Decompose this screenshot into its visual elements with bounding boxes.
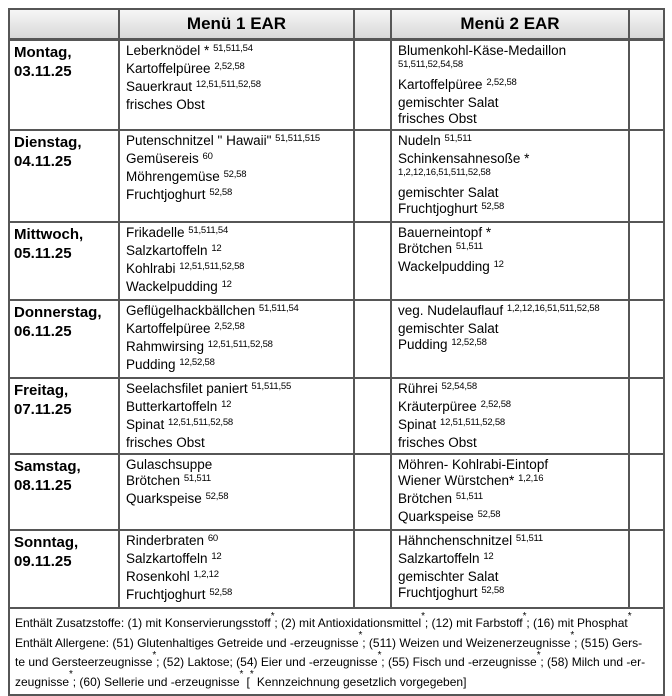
menu-day-row <box>9 130 664 222</box>
dish-name: Wackelpudding <box>398 259 490 274</box>
gap-cell <box>629 530 664 608</box>
allergen-codes: 12,51,511,52,58 <box>440 416 506 428</box>
dish-name: Putenschnitzel " Hawaii" <box>126 133 272 148</box>
menu-item <box>398 399 624 417</box>
dish-name: Salzkartoffeln <box>126 551 208 566</box>
menu-body <box>9 40 664 609</box>
dish-name: gemischter Salat <box>398 321 499 336</box>
header-menu1-label: Menü 1 EAR <box>119 9 354 40</box>
menu-item <box>398 303 624 321</box>
allergen-codes: 12,51,511,52,58 <box>168 416 234 428</box>
menu-item <box>398 201 624 219</box>
allergen-codes: 1,2,12,16,51,511,52,58 <box>398 166 491 178</box>
dish-name: Bauerneintopf * <box>398 225 492 240</box>
day-date: 07.11.25 <box>14 401 72 418</box>
menu-item <box>126 133 349 151</box>
allergen-codes: 12,52,58 <box>179 356 215 368</box>
allergen-codes: 2,52,58 <box>480 398 511 410</box>
dish-name: Blumenkohl-Käse-Medaillon <box>398 43 567 58</box>
dish-name: Butterkartoffeln <box>126 399 218 414</box>
dish-name: Salzkartoffeln <box>126 243 208 258</box>
allergen-codes: 52,58 <box>209 586 233 598</box>
allergen-codes: 1,2,12 <box>193 568 219 580</box>
allergen-codes: 52,54,58 <box>441 380 477 392</box>
allergen-codes: 51,511,54 <box>188 224 229 236</box>
dish-name: frisches Obst <box>126 97 205 112</box>
menu-item <box>398 77 624 95</box>
menu1-cell <box>119 454 354 530</box>
menu-item <box>398 533 624 551</box>
menu-item <box>126 61 349 79</box>
dish-name: Schinkensahnesoße * <box>398 151 530 166</box>
day-name: Freitag, <box>14 382 69 399</box>
legend-asterisk: * <box>536 649 541 661</box>
day-date: 06.11.25 <box>14 323 72 340</box>
menu1-cell <box>119 300 354 378</box>
dish-name: Spinat <box>398 417 437 432</box>
allergen-codes: 12 <box>493 258 504 270</box>
dish-name: Spinat <box>126 417 165 432</box>
dish-name: Kartoffelpüree <box>126 321 211 336</box>
menu-item <box>398 381 624 399</box>
allergen-codes: 12 <box>483 550 494 562</box>
dish-name: Gulaschsuppe <box>126 457 213 472</box>
allergen-codes: 52,58 <box>223 168 247 180</box>
dish-name: Möhren- Kohlrabi-Eintopf <box>398 457 549 472</box>
legend-asterisk: * <box>270 610 275 622</box>
menu-table <box>8 8 665 696</box>
dish-name: gemischter Salat <box>398 185 499 200</box>
dish-name: gemischter Salat <box>398 95 499 110</box>
menu-item <box>126 587 349 605</box>
gap-cell <box>629 300 664 378</box>
allergen-codes: 1,2,12,16,51,511,52,58 <box>506 302 600 314</box>
menu-item <box>126 43 349 61</box>
menu2-cell <box>391 222 629 300</box>
day-date: 09.11.25 <box>14 553 72 570</box>
menu-item <box>398 569 624 585</box>
day-date: 03.11.25 <box>14 63 72 80</box>
menu-item <box>126 225 349 243</box>
day-cell <box>9 300 119 378</box>
menu-day-row <box>9 454 664 530</box>
legend-asterisk: * <box>377 649 382 661</box>
dish-name: Rosenkohl <box>126 569 190 584</box>
dish-name: Kartoffelpüree <box>126 61 211 76</box>
menu-item <box>126 151 349 169</box>
dish-name: Rührei <box>398 381 438 396</box>
dish-name: Quarkspeise <box>398 509 474 524</box>
allergen-codes: 52,58 <box>477 508 501 520</box>
menu-item <box>126 279 349 297</box>
allergen-codes: 12 <box>221 278 232 290</box>
menu-item <box>398 509 624 527</box>
day-cell <box>9 530 119 608</box>
gap-cell <box>354 530 391 608</box>
dish-name: Gemüsereis <box>126 151 199 166</box>
gap-cell <box>354 300 391 378</box>
menu-item <box>126 97 349 113</box>
header-row <box>9 9 664 40</box>
allergen-codes: 12 <box>211 242 222 254</box>
menu2-cell <box>391 130 629 222</box>
gap-cell <box>629 454 664 530</box>
dish-name: Pudding <box>126 357 176 372</box>
dish-name: Sauerkraut <box>126 79 193 94</box>
menu-item <box>126 303 349 321</box>
dish-name: frisches Obst <box>126 435 205 450</box>
allergen-codes: 60 <box>207 532 218 544</box>
menu-day-row <box>9 222 664 300</box>
menu-item <box>126 357 349 375</box>
menu-item <box>126 321 349 339</box>
day-name: Donnerstag, <box>14 304 102 321</box>
allergen-codes: 1,2,16 <box>518 472 544 484</box>
menu-day-row <box>9 530 664 608</box>
menu-item <box>126 473 349 491</box>
gap-cell <box>629 222 664 300</box>
allergen-codes: 12 <box>221 398 232 410</box>
allergen-codes: 52,58 <box>205 490 229 502</box>
menu-item <box>398 473 624 491</box>
menu-item <box>398 321 624 337</box>
menu-item <box>398 133 624 151</box>
menu-day-row <box>9 300 664 378</box>
legend-line: Enthält Allergene: (51) Glutenhaltiges Getreide und -erzeugnisse*; (511) Weizen und Weizenerzeugnisse*; (515) Gers- <box>15 630 643 650</box>
menu2-cell <box>391 300 629 378</box>
legend-asterisk: * <box>69 669 73 680</box>
dish-name: Möhrengemüse <box>126 169 220 184</box>
menu-item <box>126 417 349 435</box>
allergen-codes: 52,58 <box>481 584 505 596</box>
dish-name: Geflügelhackbällchen <box>126 303 256 318</box>
gap-cell <box>354 454 391 530</box>
allergen-legend <box>9 608 664 695</box>
menu-item <box>126 533 349 551</box>
menu1-cell <box>119 222 354 300</box>
menu1-cell <box>119 530 354 608</box>
menu-item <box>398 185 624 201</box>
dish-name: Fruchtjoghurt <box>398 201 478 216</box>
dish-name: Salzkartoffeln <box>398 551 480 566</box>
dish-name: Kartoffelpüree <box>398 77 483 92</box>
menu-item <box>398 337 624 355</box>
dish-name: Rinderbraten <box>126 533 205 548</box>
menu-item <box>126 339 349 357</box>
allergen-codes: 51,511 <box>183 472 211 484</box>
legend-asterisk: * <box>570 630 575 641</box>
menu-item <box>126 569 349 587</box>
gap-cell <box>629 130 664 222</box>
legend-asterisk: * <box>152 649 157 661</box>
allergen-codes: 52,58 <box>481 200 505 212</box>
dish-name: Frikadelle <box>126 225 185 240</box>
allergen-codes: 2,52,58 <box>486 76 517 88</box>
allergen-codes: 51,511 <box>455 490 483 502</box>
menu-item <box>126 435 349 451</box>
menu-item <box>126 261 349 279</box>
day-name: Sonntag, <box>14 534 79 551</box>
menu1-cell <box>119 130 354 222</box>
menu-item <box>126 399 349 417</box>
header-day-cell <box>9 9 119 40</box>
menu-day-row <box>9 40 664 131</box>
menu-item <box>398 585 624 603</box>
header-menu2-label: Menü 2 EAR <box>391 9 629 40</box>
gap-cell <box>354 378 391 454</box>
menu-day-row <box>9 378 664 454</box>
allergen-codes: 12,51,511,52,58 <box>207 338 273 350</box>
menu2-cell <box>391 40 629 131</box>
menu-item <box>398 457 624 473</box>
menu-item <box>398 417 624 435</box>
allergen-codes: 12,51,511,52,58 <box>195 78 261 90</box>
day-cell <box>9 378 119 454</box>
dish-name: veg. Nudelauflauf <box>398 303 504 318</box>
day-name: Mittwoch, <box>14 226 84 243</box>
menu-item <box>398 435 624 451</box>
dish-name: Hähnchenschnitzel <box>398 533 513 548</box>
menu-item <box>398 551 624 569</box>
dish-name: Rahmwirsing <box>126 339 205 354</box>
dish-name: frisches Obst <box>398 435 477 450</box>
dish-name: Kohlrabi <box>126 261 176 276</box>
day-date: 05.11.25 <box>14 245 72 262</box>
allergen-codes: 2,52,58 <box>214 320 245 332</box>
legend-asterisk: * <box>249 669 254 680</box>
allergen-codes: 51,511,515 <box>275 132 321 144</box>
gap-cell <box>354 130 391 222</box>
menu-item <box>126 169 349 187</box>
menu-item <box>398 151 624 185</box>
day-name: Dienstag, <box>14 134 82 151</box>
dish-name: Nudeln <box>398 133 441 148</box>
menu-item <box>398 241 624 259</box>
legend-asterisk: * <box>627 610 632 622</box>
allergen-codes: 12 <box>211 550 222 562</box>
legend-asterisk: * <box>358 630 363 641</box>
menu-item <box>126 381 349 399</box>
menu-item <box>126 551 349 569</box>
allergen-codes: 60 <box>202 150 213 162</box>
menu1-cell <box>119 40 354 131</box>
dish-name: Brötchen <box>126 473 181 488</box>
allergen-codes: 51,511,52,54,58 <box>398 58 463 70</box>
legend-line: Enthält Zusatzstoffe: (1) mit Konservierungsstoff*; (2) mit Antioxidationsmittel*; (12) mit Farbstoff*; (16) mit Phosphat* <box>15 610 632 630</box>
dish-name: Fruchtjoghurt <box>126 587 206 602</box>
menu-item <box>126 187 349 205</box>
menu-item <box>398 225 624 241</box>
dish-name: gemischter Salat <box>398 569 499 584</box>
day-name: Montag, <box>14 44 72 61</box>
gap-cell <box>629 378 664 454</box>
day-cell <box>9 130 119 222</box>
allergen-codes: 12,52,58 <box>451 336 487 348</box>
day-date: 08.11.25 <box>14 477 72 494</box>
allergen-codes: 51,511 <box>455 240 483 252</box>
menu1-cell <box>119 378 354 454</box>
allergen-codes: 2,52,58 <box>214 60 245 72</box>
dish-name: Brötchen <box>398 491 453 506</box>
dish-name: Seelachsfilet paniert <box>126 381 248 396</box>
menu-item <box>398 259 624 277</box>
allergen-codes: 51,511 <box>444 132 472 144</box>
allergen-codes: 52,58 <box>209 186 233 198</box>
menu2-cell <box>391 530 629 608</box>
allergen-codes: 51,511,55 <box>251 380 292 392</box>
dish-name: Fruchtjoghurt <box>398 585 478 600</box>
day-cell <box>9 222 119 300</box>
menu2-cell <box>391 454 629 530</box>
gap-cell <box>629 40 664 131</box>
menu-item <box>126 243 349 261</box>
dish-name: Wackelpudding <box>126 279 218 294</box>
dish-name: frisches Obst <box>398 111 477 126</box>
legend-body <box>9 608 664 695</box>
menu-item <box>126 491 349 509</box>
gap-cell <box>354 40 391 131</box>
legend-row <box>9 608 664 695</box>
dish-name: Brötchen <box>398 241 453 256</box>
dish-name: Fruchtjoghurt <box>126 187 206 202</box>
dish-name: Quarkspeise <box>126 491 202 506</box>
dish-name: Kräuterpüree <box>398 399 477 414</box>
dish-name: Wiener Würstchen* <box>398 473 515 488</box>
menu2-cell <box>391 378 629 454</box>
day-cell <box>9 40 119 131</box>
menu-item <box>126 457 349 473</box>
legend-asterisk: * <box>522 610 527 622</box>
legend-asterisk: * <box>239 669 244 680</box>
allergen-codes: 12,51,511,52,58 <box>179 260 245 272</box>
menu-item <box>398 95 624 111</box>
allergen-codes: 51,511,54 <box>258 302 299 314</box>
legend-asterisk: * <box>421 610 425 622</box>
day-cell <box>9 454 119 530</box>
day-date: 04.11.25 <box>14 153 72 170</box>
allergen-codes: 51,511 <box>515 532 543 544</box>
day-name: Samstag, <box>14 458 81 475</box>
dish-name: Leberknödel * <box>126 43 210 58</box>
dish-name: Pudding <box>398 337 448 352</box>
legend-line: te und Gersteerzeugnisse*; (52) Laktose; (54) Eier und -erzeugnisse*; (55) Fisch und -erzeugnisse*; (58) Milch und -er- <box>15 649 646 669</box>
menu-item <box>398 491 624 509</box>
menu-item <box>398 111 624 127</box>
menu-item <box>126 79 349 97</box>
header-gap-cell-2 <box>629 9 664 40</box>
header-gap-cell-1 <box>354 9 391 40</box>
gap-cell <box>354 222 391 300</box>
legend-line: zeugnisse*; (60) Sellerie und -erzeugnisse* [* Kennzeichnung gesetzlich vorgegeben] <box>15 669 467 689</box>
menu-item <box>398 43 624 77</box>
allergen-codes: 51,511,54 <box>213 42 253 54</box>
